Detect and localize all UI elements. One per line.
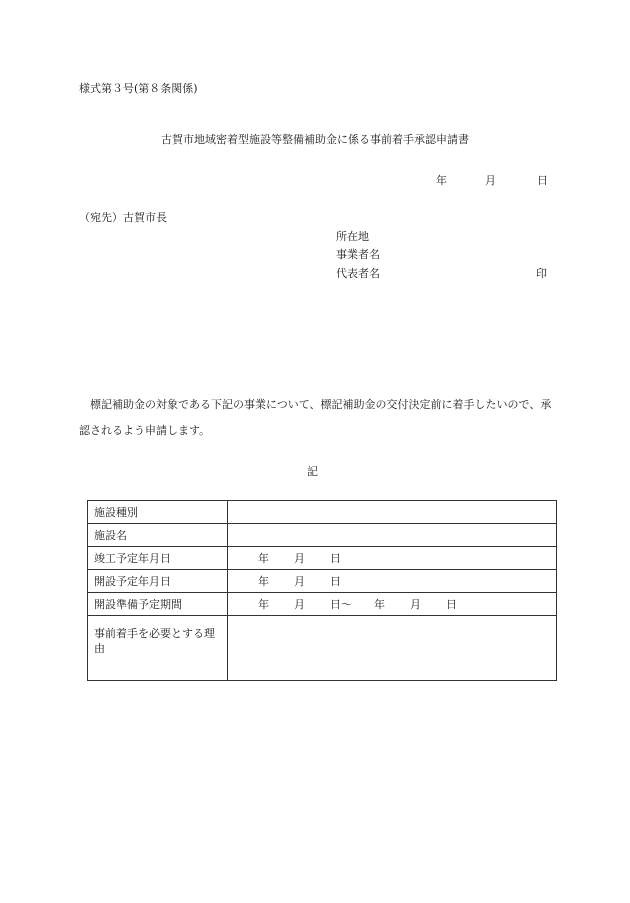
opening-date-label: 開設予定年月日 (88, 570, 228, 593)
table-row (88, 547, 557, 570)
table-row (88, 616, 557, 681)
seal-mark: 印 (536, 267, 547, 280)
address-label: 所在地 (336, 230, 369, 243)
table-row (88, 501, 557, 524)
ki-heading: 記 (307, 465, 318, 478)
opening-date-value[interactable]: 年 月 日 (228, 570, 557, 593)
preparation-period-label: 開設準備予定期間 (88, 593, 228, 616)
document-title: 古賀市地域密着型施設等整備補助金に係る事前着手承認申請書 (161, 133, 469, 146)
advance-start-reason-label: 事前着手を必要とする理由 (88, 616, 228, 681)
date-day-label: 日 (537, 174, 548, 187)
facility-type-label: 施設種別 (88, 501, 228, 524)
business-name-label: 事業者名 (336, 248, 380, 261)
completion-date-label: 竣工予定年月日 (88, 547, 228, 570)
table-row (88, 570, 557, 593)
facility-type-value[interactable] (228, 501, 557, 524)
facility-name-value[interactable] (228, 524, 557, 547)
details-table (87, 500, 557, 681)
application-statement: 標記補助金の対象である下記の事業について、標記補助金の交付決定前に着手したいので、承認されるよう申請します。 (79, 398, 552, 437)
addressee: （宛先）古賀市長 (79, 211, 167, 224)
preparation-period-value[interactable]: 年 月 日～ 年 月 日 (228, 593, 557, 616)
date-year-label: 年 (436, 174, 447, 187)
representative-label: 代表者名 (336, 267, 380, 280)
table-row (88, 524, 557, 547)
advance-start-reason-value[interactable] (228, 616, 557, 681)
date-month-label: 月 (485, 174, 496, 187)
facility-name-label: 施設名 (88, 524, 228, 547)
completion-date-value[interactable]: 年 月 日 (228, 547, 557, 570)
form-number: 様式第３号(第８条関係) (79, 82, 198, 95)
table-row (88, 593, 557, 616)
